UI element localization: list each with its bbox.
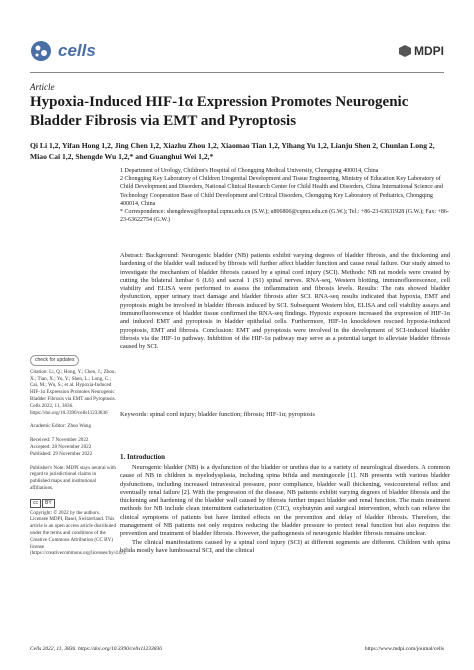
affiliation-1: 1 Department of Urology, Children's Hospital of Chongqing Medical University, Chongqing 400014, China bbox=[120, 168, 379, 174]
author-list: Qi Li 1,2, Yifan Hong 1,2, Jing Chen 1,2, Xiazhu Zhou 1,2, Xiaomao Tian 1,2, Yihang Yu 1,2, Lianju Shen 2, Chunlan Long 2, Miao Cai 1,2, Shengde Wu 1,2,* and Guanghui Wei 1,2,* bbox=[30, 141, 435, 161]
journal-logo bbox=[30, 40, 96, 62]
accepted-date: Accepted: 28 November 2022 bbox=[30, 443, 92, 450]
cc-license-badge[interactable] bbox=[30, 499, 116, 508]
citation: Citation: Li, Q.; Hong, Y.; Chen, J.; Zhou, X.; Tian, X.; Yu, Y.; Shen, L.; Long, C.; Cai, M.; Wu, S.; et al. Hypoxia-Induced HIF-1α Expression Promotes Neurogenic Bladder Fibrosis via EMT and Pyroptosis. Cells 2022, 11, 3836. https://doi.org/10.3390/cells11233836 bbox=[30, 368, 116, 416]
footer-journal-link[interactable]: https://www.mdpi.com/journal/cells bbox=[364, 646, 444, 652]
abstract: Abstract: Background: Neurogenic bladder (NB) patients exhibit varying degrees of bladder fibrosis, and the thickening and hardening of the bladder wall induced by fibrosis will further affect bladder function and cause renal failure. Our study aimed to investigate the mechanism of bladder fibrosis caused by a spinal cord injury (SCI). Methods: NB rat models were created by cutting the bilateral lumbar 6 (L6) and sacral 1 (S1) spinal nerves. RNA-seq, Western blotting, immunofluorescence, cell viability and ELISA were performed to assess the inflammation and fibrosis levels. Results: The rats showed bladder dysfunction, upper urinary tract damage and bladder fibrosis after SCI. RNA-seq results indicated that hypoxia, EMT and pyroptosis might be involved in bladder fibrosis induced by SCI. Subsequent Western blot, ELISA and cell viability assays and immunofluorescence of bladder tissue confirmed the RNA-seq findings. Hypoxic exposure increased the expression of HIF-1α and induced EMT and pyroptosis in bladder epithelial cells. Furthermore, HIF-1α knockdown rescued hypoxia-induced pyroptosis, EMT and fibrosis. Conclusion: EMT and pyroptosis were involved in the development of SCI-induced bladder fibrosis via the HIF-1α pathway. Inhibition of the HIF-1α pathway may serve as a potential target to alleviate bladder fibrosis caused by SCI. bbox=[120, 252, 450, 351]
cells-logo-icon bbox=[30, 40, 52, 62]
academic-editor: Academic Editor: Zhuo Wang bbox=[30, 423, 92, 430]
correspondence: * Correspondence: shengdewu@hospital.cqmu.edu.cn (S.W.); u806806@cqmu.edu.cn (G.W.); Tel.: +86-23-63631928 (G.W.); Fax: +86-23-63622754 (G.W.) bbox=[120, 209, 449, 224]
intro-paragraph: The clinical manifestations caused by a spinal cord injury (SCI) at different segments are different. Children with spina bifida mostly have lumbosacral SCI, and the clinical bbox=[120, 538, 450, 554]
check-updates-badge[interactable]: check for updates bbox=[30, 355, 79, 366]
journal-name: cells bbox=[58, 41, 96, 60]
affiliation-2: 2 Chongqing Key Laboratory of Children Urogenital Development and Tissue Engineering, Ministry of Education Key Laboratory of Child Development and Disorders, National Clinical Research Center for Child Health and Disorders, China International Science and Technology Cooperation Base of Child Development and Critical Disorders, Chongqing Key Laboratory of Pediatrics, Chongqing 400014, China bbox=[120, 176, 443, 207]
copyright: Copyright: © 2022 by the authors. Licensee MDPI, Basel, Switzerland. This article is an open access article distributed under the terms and conditions of the Creative Commons Attribution (CC BY) license (https://creativecommons.org/licenses/by/4.0/). bbox=[30, 509, 126, 557]
section-heading-introduction: 1. Introduction bbox=[120, 453, 165, 461]
article-type: Article bbox=[30, 82, 55, 92]
article-info-sidebar bbox=[30, 355, 126, 564]
mdpi-logo-icon bbox=[399, 45, 411, 57]
received-date: Received: 7 November 2022 bbox=[30, 437, 89, 444]
introduction-body bbox=[120, 464, 450, 555]
header-divider bbox=[30, 72, 444, 73]
cc-icon: cc bbox=[30, 499, 41, 508]
publisher-note: Publisher's Note: MDPI stays neutral with regard to jurisdictional claims in published maps and institutional affiliations. bbox=[30, 464, 116, 491]
published-date: Published: 29 November 2022 bbox=[30, 450, 93, 457]
paper-title: Hypoxia-Induced HIF-1α Expression Promotes Neurogenic Bladder Fibrosis via EMT and Pyroptosis bbox=[30, 94, 409, 129]
intro-paragraph: Neurogenic bladder (NB) is a dysfunction of the bladder or urethra due to a variety of neurological disorders. A common cause of NB in children is myelodysplasia, including spina bifida and meningocele [1]. NB presents with various bladder dysfunctions, including increased intravesical pressure, poor compliance, bladder wall thickening, vesicoureteral reflux and eventually renal failure [2]. With the progression of the disease, NB patients exhibit varying degrees of bladder fibrosis and the thickening and hardening of the bladder wall caused by fibrosis further impact bladder and renal function. The main treatment methods for NB include clean intermittent catheterization (CIC), oxybutynin and surgical intervention, which can relieve the clinical symptoms of patients but have limited effects on the prevention and delay of bladder fibrosis. Therefore, the management of NB patients not only requires reducing the bladder pressure to protect renal function but also requires the prevention and treatment of bladder fibrosis. However, the pathogenesis of neurogenic bladder fibrosis remains unclear. bbox=[120, 464, 450, 538]
by-icon: BY bbox=[42, 499, 55, 508]
footer-citation[interactable]: Cells 2022, 11, 3836. https://doi.org/10.3390/cells11233836 bbox=[30, 646, 163, 652]
publisher-name: MDPI bbox=[414, 44, 444, 58]
affiliations bbox=[120, 167, 450, 224]
publisher-logo bbox=[399, 44, 444, 58]
keywords: Keywords: spinal cord injury; bladder function; fibrosis; HIF-1α; pyroptosis bbox=[120, 411, 316, 418]
